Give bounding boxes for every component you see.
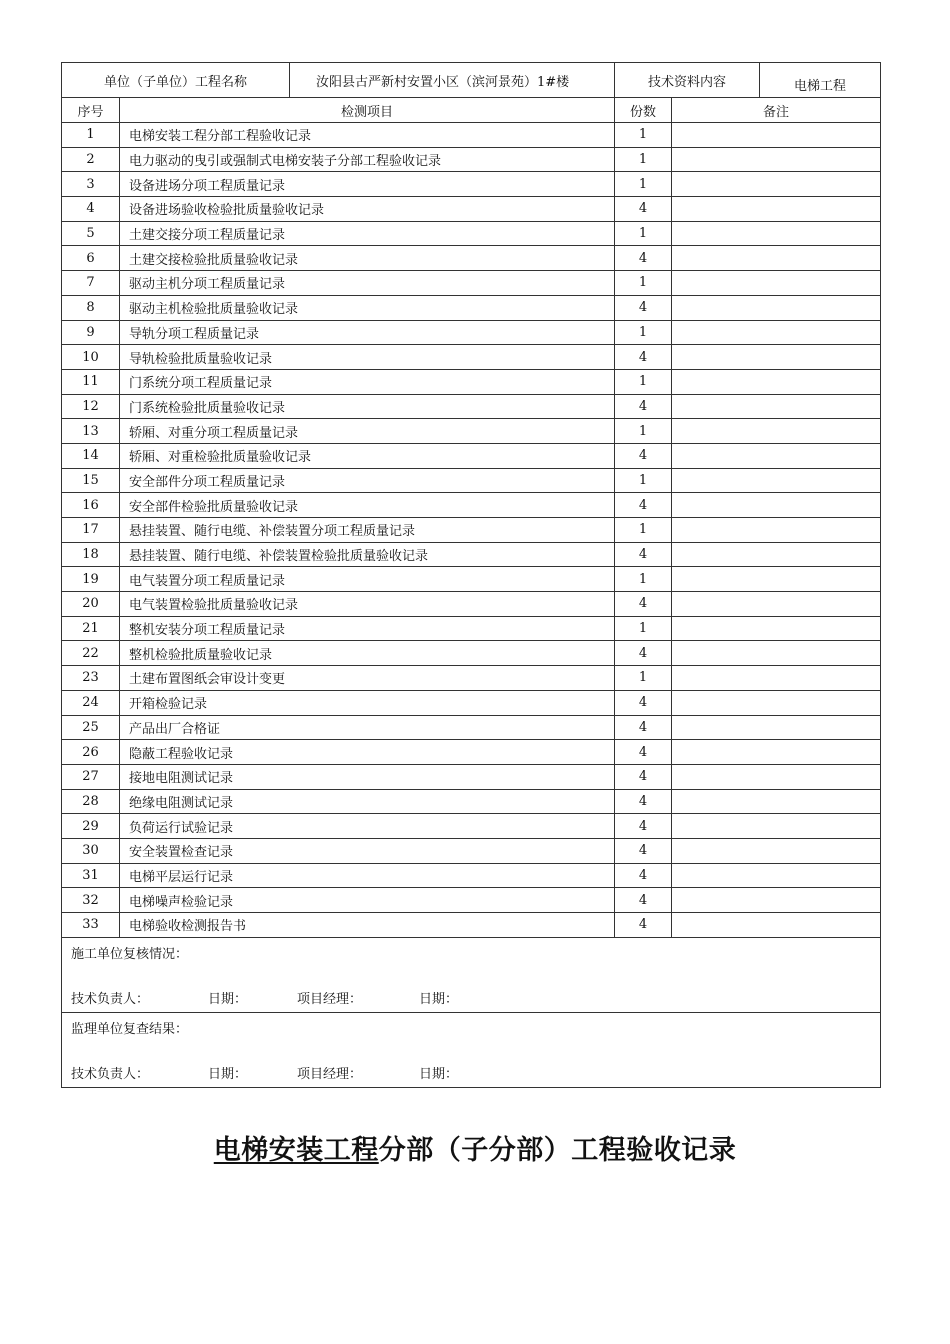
row-number: 32 — [62, 888, 120, 913]
row-copies: 4 — [615, 443, 672, 468]
row-number: 18 — [62, 542, 120, 567]
row-remark — [672, 592, 881, 617]
table-row — [62, 197, 881, 222]
table-row — [62, 641, 881, 666]
row-remark — [672, 493, 881, 518]
row-copies: 4 — [615, 592, 672, 617]
title-underlined-part: 电梯安装工程 — [213, 1135, 379, 1166]
header-row — [62, 63, 881, 98]
row-copies: 1 — [615, 666, 672, 691]
row-number: 9 — [62, 320, 120, 345]
table-row — [62, 838, 881, 863]
row-copies: 4 — [615, 715, 672, 740]
row-copies: 1 — [615, 320, 672, 345]
row-number: 12 — [62, 394, 120, 419]
row-copies: 4 — [615, 863, 672, 888]
row-remark — [672, 838, 881, 863]
table-row — [62, 443, 881, 468]
row-number: 28 — [62, 789, 120, 814]
row-item: 土建布置图纸会审设计变更 — [120, 666, 615, 691]
row-number: 33 — [62, 913, 120, 938]
column-header-row — [62, 98, 881, 123]
row-copies: 4 — [615, 740, 672, 765]
table-row — [62, 592, 881, 617]
row-item: 门系统检验批质量验收记录 — [120, 394, 615, 419]
table-row — [62, 221, 881, 246]
row-remark — [672, 715, 881, 740]
row-copies: 4 — [615, 197, 672, 222]
row-number: 27 — [62, 764, 120, 789]
title-rest: 分部（子分部）工程验收记录 — [378, 1135, 737, 1166]
row-number: 29 — [62, 814, 120, 839]
row-item: 电梯验收检测报告书 — [120, 913, 615, 938]
row-item: 土建交接分项工程质量记录 — [120, 221, 615, 246]
row-number: 26 — [62, 740, 120, 765]
row-copies: 1 — [615, 567, 672, 592]
row-remark — [672, 172, 881, 197]
table-row — [62, 863, 881, 888]
table-row — [62, 369, 881, 394]
row-item: 负荷运行试验记录 — [120, 814, 615, 839]
row-item: 电梯噪声检验记录 — [120, 888, 615, 913]
table-row — [62, 493, 881, 518]
row-item: 绝缘电阻测试记录 — [120, 789, 615, 814]
row-remark — [672, 271, 881, 296]
table-row — [62, 814, 881, 839]
record-table — [61, 62, 881, 1088]
col-remark-header: 备注 — [672, 98, 881, 123]
row-copies: 4 — [615, 913, 672, 938]
acceptance-record-sheet — [61, 62, 880, 1088]
row-item: 门系统分项工程质量记录 — [120, 369, 615, 394]
row-copies: 1 — [615, 147, 672, 172]
date-label: 日期： — [419, 1066, 459, 1082]
row-copies: 4 — [615, 542, 672, 567]
row-item: 电梯平层运行记录 — [120, 863, 615, 888]
row-copies: 1 — [615, 518, 672, 543]
row-remark — [672, 740, 881, 765]
row-remark — [672, 147, 881, 172]
row-item: 悬挂装置、随行电缆、补偿装置分项工程质量记录 — [120, 518, 615, 543]
row-remark — [672, 863, 881, 888]
supervision-review-label: 监理单位复查结果： — [71, 1021, 189, 1037]
project-name: 汝阳县古严新村安置小区（滨河景苑）1#楼 — [290, 63, 615, 98]
row-item: 安全部件分项工程质量记录 — [120, 468, 615, 493]
row-remark — [672, 345, 881, 370]
row-number: 21 — [62, 616, 120, 641]
project-manager-label: 项目经理： — [297, 991, 363, 1007]
row-remark — [672, 616, 881, 641]
table-row — [62, 715, 881, 740]
table-row — [62, 616, 881, 641]
row-remark — [672, 369, 881, 394]
row-number: 31 — [62, 863, 120, 888]
col-copies-header: 份数 — [615, 98, 672, 123]
date-label: 日期： — [208, 1066, 248, 1082]
row-number: 7 — [62, 271, 120, 296]
row-remark — [672, 567, 881, 592]
row-item: 电气装置检验批质量验收记录 — [120, 592, 615, 617]
table-row — [62, 295, 881, 320]
col-no-header: 序号 — [62, 98, 120, 123]
row-copies: 1 — [615, 123, 672, 148]
row-number: 3 — [62, 172, 120, 197]
table-row — [62, 419, 881, 444]
row-item: 悬挂装置、随行电缆、补偿装置检验批质量验收记录 — [120, 542, 615, 567]
table-row — [62, 345, 881, 370]
row-copies: 4 — [615, 394, 672, 419]
row-number: 16 — [62, 493, 120, 518]
row-number: 15 — [62, 468, 120, 493]
table-row — [62, 789, 881, 814]
row-item: 导轨分项工程质量记录 — [120, 320, 615, 345]
row-item: 轿厢、对重检验批质量验收记录 — [120, 443, 615, 468]
table-row — [62, 888, 881, 913]
row-number: 8 — [62, 295, 120, 320]
row-remark — [672, 814, 881, 839]
row-remark — [672, 123, 881, 148]
row-remark — [672, 443, 881, 468]
row-number: 6 — [62, 246, 120, 271]
row-copies: 4 — [615, 295, 672, 320]
row-copies: 1 — [615, 221, 672, 246]
row-number: 4 — [62, 197, 120, 222]
content-label: 技术资料内容 — [615, 63, 760, 98]
table-row — [62, 567, 881, 592]
row-copies: 1 — [615, 172, 672, 197]
table-row — [62, 468, 881, 493]
supervision-review-row — [62, 1012, 881, 1087]
row-copies: 1 — [615, 468, 672, 493]
table-row — [62, 690, 881, 715]
row-item: 轿厢、对重分项工程质量记录 — [120, 419, 615, 444]
row-item: 驱动主机检验批质量验收记录 — [120, 295, 615, 320]
row-remark — [672, 888, 881, 913]
row-number: 24 — [62, 690, 120, 715]
row-copies: 4 — [615, 888, 672, 913]
row-number: 22 — [62, 641, 120, 666]
table-row — [62, 123, 881, 148]
row-number: 1 — [62, 123, 120, 148]
row-remark — [672, 518, 881, 543]
row-number: 23 — [62, 666, 120, 691]
table-row — [62, 666, 881, 691]
row-remark — [672, 666, 881, 691]
row-item: 开箱检验记录 — [120, 690, 615, 715]
row-item: 土建交接检验批质量验收记录 — [120, 246, 615, 271]
row-copies: 4 — [615, 345, 672, 370]
row-remark — [672, 764, 881, 789]
table-row — [62, 740, 881, 765]
row-item: 隐蔽工程验收记录 — [120, 740, 615, 765]
row-remark — [672, 789, 881, 814]
col-item-header: 检测项目 — [120, 98, 615, 123]
row-item: 驱动主机分项工程质量记录 — [120, 271, 615, 296]
row-item: 接地电阻测试记录 — [120, 764, 615, 789]
row-item: 电梯安装工程分部工程验收记录 — [120, 123, 615, 148]
table-row — [62, 147, 881, 172]
document-title — [0, 1128, 950, 1167]
row-item: 电气装置分项工程质量记录 — [120, 567, 615, 592]
row-copies: 1 — [615, 369, 672, 394]
table-row — [62, 518, 881, 543]
row-copies: 4 — [615, 641, 672, 666]
row-number: 10 — [62, 345, 120, 370]
row-number: 30 — [62, 838, 120, 863]
row-copies: 4 — [615, 246, 672, 271]
category-value: 电梯工程 — [760, 63, 881, 98]
row-copies: 4 — [615, 690, 672, 715]
supervision-signature-line — [71, 1063, 458, 1082]
project-manager-label: 项目经理： — [297, 1066, 363, 1082]
row-number: 17 — [62, 518, 120, 543]
table-row — [62, 246, 881, 271]
row-copies: 4 — [615, 814, 672, 839]
row-number: 2 — [62, 147, 120, 172]
row-remark — [672, 295, 881, 320]
row-item: 产品出厂合格证 — [120, 715, 615, 740]
table-row — [62, 271, 881, 296]
construction-review-row — [62, 937, 881, 1012]
row-remark — [672, 197, 881, 222]
row-copies: 1 — [615, 271, 672, 296]
row-number: 5 — [62, 221, 120, 246]
row-item: 导轨检验批质量验收记录 — [120, 345, 615, 370]
row-remark — [672, 246, 881, 271]
row-item: 安全装置检查记录 — [120, 838, 615, 863]
row-item: 整机安装分项工程质量记录 — [120, 616, 615, 641]
table-row — [62, 394, 881, 419]
row-item: 设备进场分项工程质量记录 — [120, 172, 615, 197]
row-remark — [672, 468, 881, 493]
row-remark — [672, 542, 881, 567]
row-remark — [672, 913, 881, 938]
row-item: 整机检验批质量验收记录 — [120, 641, 615, 666]
date-label: 日期： — [208, 991, 248, 1007]
row-number: 20 — [62, 592, 120, 617]
table-row — [62, 320, 881, 345]
table-row — [62, 764, 881, 789]
construction-signature-line — [71, 988, 458, 1007]
row-remark — [672, 320, 881, 345]
row-copies: 4 — [615, 838, 672, 863]
row-remark — [672, 394, 881, 419]
row-number: 25 — [62, 715, 120, 740]
row-remark — [672, 419, 881, 444]
table-row — [62, 542, 881, 567]
row-item: 设备进场验收检验批质量验收记录 — [120, 197, 615, 222]
row-copies: 4 — [615, 789, 672, 814]
construction-review-label: 施工单位复核情况： — [71, 946, 189, 962]
row-copies: 4 — [615, 493, 672, 518]
row-copies: 1 — [615, 419, 672, 444]
table-row — [62, 172, 881, 197]
row-item: 安全部件检验批质量验收记录 — [120, 493, 615, 518]
unit-name-label: 单位（子单位）工程名称 — [62, 63, 290, 98]
tech-lead-label: 技术负责人： — [71, 1066, 150, 1082]
row-remark — [672, 641, 881, 666]
row-remark — [672, 690, 881, 715]
table-row — [62, 913, 881, 938]
row-number: 11 — [62, 369, 120, 394]
row-item: 电力驱动的曳引或强制式电梯安装子分部工程验收记录 — [120, 147, 615, 172]
tech-lead-label: 技术负责人： — [71, 991, 150, 1007]
row-number: 13 — [62, 419, 120, 444]
row-remark — [672, 221, 881, 246]
row-copies: 4 — [615, 764, 672, 789]
row-number: 19 — [62, 567, 120, 592]
row-number: 14 — [62, 443, 120, 468]
date-label: 日期： — [419, 991, 459, 1007]
row-copies: 1 — [615, 616, 672, 641]
